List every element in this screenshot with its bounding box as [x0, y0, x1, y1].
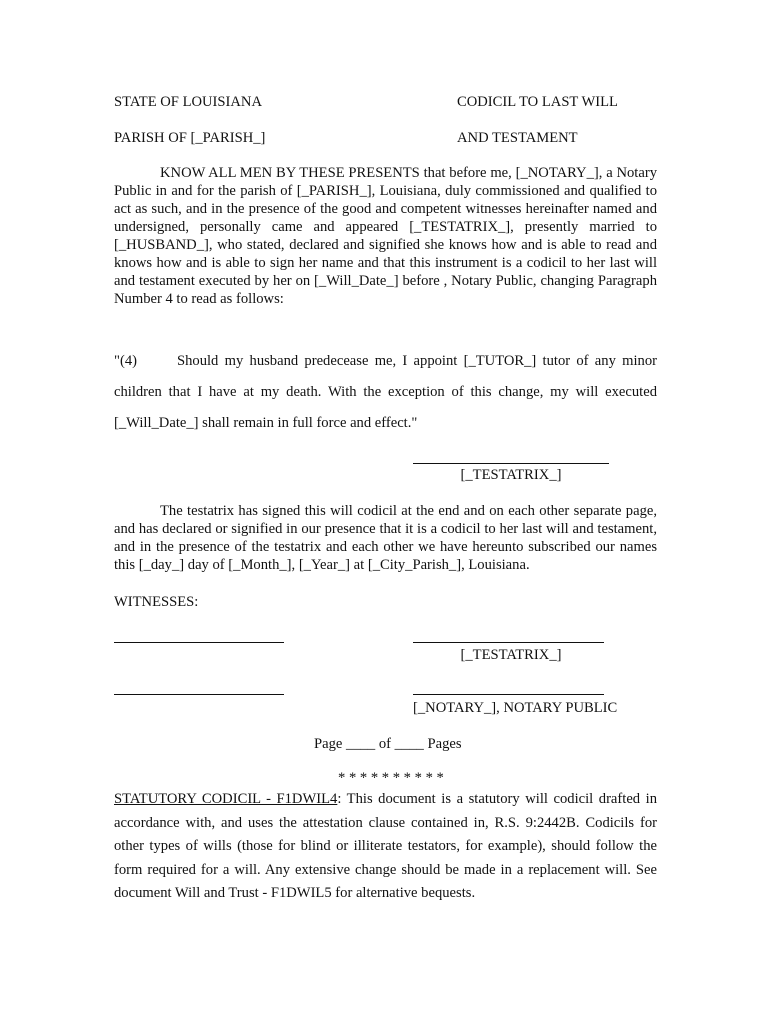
state-heading: STATE OF LOUISIANA: [114, 94, 263, 110]
parish-heading: PARISH OF [_PARISH_]: [114, 130, 266, 146]
testatrix-signature-line: [413, 463, 609, 464]
section-separator: * * * * * * * * * *: [338, 770, 444, 786]
witnesses-label: WITNESSES:: [114, 594, 199, 610]
intro-paragraph-text: KNOW ALL MEN BY THESE PRESENTS that before me, [_NOTARY_], a Notary Public in and for the parish of [_PARISH_], Louisiana, duly commissioned and qualified to act as such, and in the presence of the good and competent witnesses hereinafter named and undersigned, personally came and appeared [_TESTATRIX_], presently married to [_HUSBAND_], who stated, declared and signified she knows how and is able to read and knows how and is able to sign her name and that this instrument is a codicil to her last will and testament executed by her on [_Will_Date_] before , Notary Public, changing Paragraph Number 4 to read as follows:: [114, 165, 657, 307]
document-title-line2: AND TESTAMENT: [457, 130, 578, 146]
page-counter: Page ____ of ____ Pages: [314, 736, 462, 752]
statutory-note-heading: STATUTORY CODICIL - F1DWIL4: [114, 791, 338, 807]
notary-signature-label: [_NOTARY_], NOTARY PUBLIC: [413, 700, 618, 716]
intro-paragraph: [114, 164, 657, 308]
witness-1-signature-line: [114, 642, 284, 643]
statutory-note-text: : This document is a statutory will codicil drafted in accordance with, and uses the attestation clause contained in, R.S. 9:2442B. Codicils for other types of wills (those for blind or illiterate testators, for example), should follow the form required for a will. Any extensive change should be made in a replacement will. See document Will and Trust - F1DWIL5 for alternative bequests.: [114, 791, 658, 901]
paragraph-4-number: "(4): [114, 353, 137, 369]
witness-2-signature-line: [114, 694, 284, 695]
paragraph-4-text: Should my husband predecease me, I appoint [_TUTOR_] tutor of any minor children that I have at my death. With the exception of this change, my will executed [_Will_Date_] shall remain in full force and effect.": [114, 353, 657, 431]
testatrix-signature-label-2: [_TESTATRIX_]: [460, 647, 562, 663]
document-title-line1: CODICIL TO LAST WILL: [457, 94, 618, 110]
notary-signature-line: [413, 694, 604, 695]
paragraph-4: [114, 346, 657, 439]
testatrix-signature-label: [_TESTATRIX_]: [460, 467, 562, 483]
attestation-paragraph: [114, 502, 657, 574]
testatrix-signature-line-2: [413, 642, 604, 643]
attestation-paragraph-text: The testatrix has signed this will codicil at the end and on each other separate page, and has declared or signified in our presence that it is a codicil to her last will and testament, and in the presence of the testatrix and each other we have hereunto subscribed our names this [_day_] day of [_Month_], [_Year_] at [_City_Parish_], Louisiana.: [114, 503, 657, 573]
statutory-note: [114, 788, 657, 906]
